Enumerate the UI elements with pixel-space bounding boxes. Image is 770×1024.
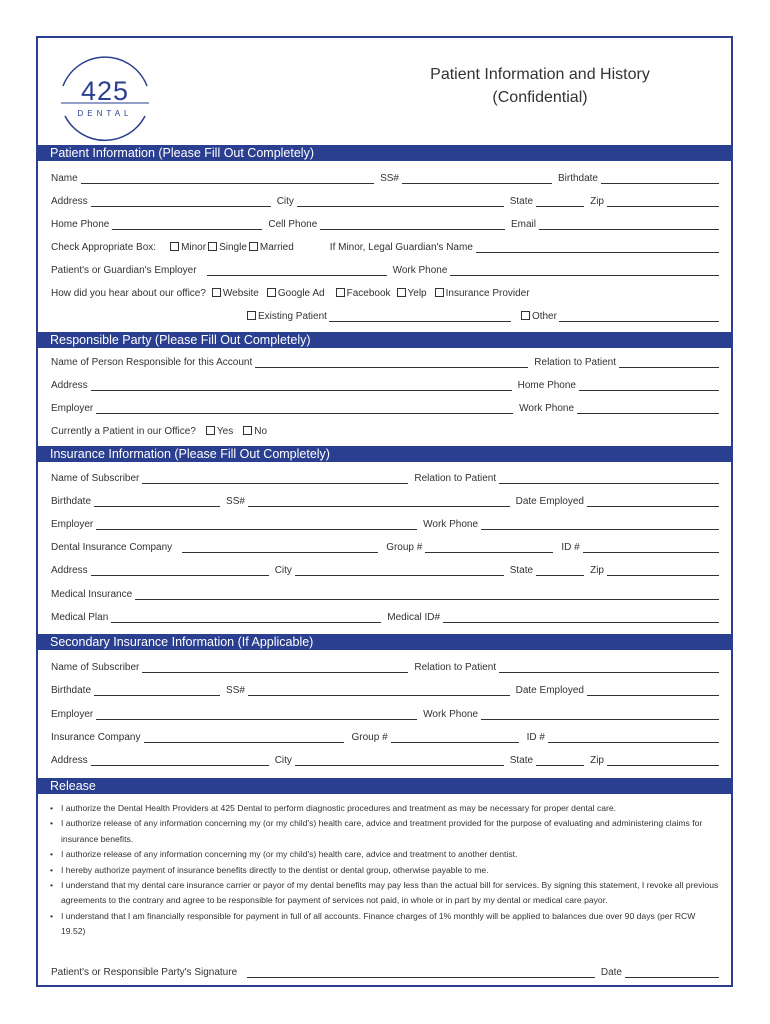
signature-row — [51, 962, 719, 978]
secondary-row-company — [51, 727, 719, 743]
label-date-employed: Date Employed — [515, 496, 584, 507]
email-field[interactable] — [539, 218, 719, 230]
state-field[interactable] — [536, 195, 584, 207]
ss-field[interactable] — [402, 172, 552, 184]
ins-state-field[interactable] — [536, 564, 584, 576]
cell-phone-field[interactable] — [320, 218, 505, 230]
city-field[interactable] — [297, 195, 504, 207]
label-ins-work-phone: Work Phone — [423, 519, 478, 530]
responsible-row-employer — [51, 398, 719, 414]
label-signature: Patient's or Responsible Party's Signature — [51, 967, 238, 978]
label-sec-birthdate: Birthdate — [51, 685, 92, 696]
dental-logo — [55, 46, 155, 146]
label-home-phone: Home Phone — [51, 219, 110, 230]
label-check-box: Check Appropriate Box: — [51, 242, 157, 253]
label-sec-employer: Employer — [51, 709, 94, 720]
patient-row-name — [51, 168, 719, 184]
label-hear: How did you hear about our office? — [51, 288, 206, 299]
label-ins-state: State — [509, 565, 534, 576]
facebook-label: Facebook — [346, 288, 391, 299]
label-sec-work-phone: Work Phone — [423, 709, 478, 720]
other-label: Other — [531, 311, 557, 322]
ins-city-field[interactable] — [295, 564, 504, 576]
label-sec-group: Group # — [351, 732, 388, 743]
release-item: • I hereby authorize payment of insurance benefits directly to the dentist or dental group, otherwise payable to me. — [61, 863, 722, 878]
name-field[interactable] — [81, 172, 374, 184]
responsible-row-address — [51, 375, 719, 391]
google-label: Google Ad — [277, 288, 325, 299]
sec-id-field[interactable] — [548, 731, 719, 743]
sec-zip-field[interactable] — [607, 754, 719, 766]
label-responsible-work-phone: Work Phone — [519, 403, 574, 414]
secondary-row-subscriber — [51, 657, 719, 673]
yes-label: Yes — [216, 426, 234, 437]
ins-birthdate-field[interactable] — [94, 495, 220, 507]
label-dental-company: Dental Insurance Company — [51, 542, 173, 553]
google-checkbox[interactable] — [267, 288, 325, 299]
patient-row-referral — [51, 283, 719, 299]
release-item: • I authorize release of any information concerning my (or my child's) health care, advice and treatment to another dentist. — [61, 847, 722, 862]
release-item: • I authorize release of any information concerning my (or my child's) health care, advice and treatment provided for the purpose of evaluating and administering claims for insurance benefits. — [61, 816, 722, 847]
logo-word: DENTAL — [77, 109, 133, 118]
existing-patient-field[interactable] — [329, 310, 511, 322]
label-ins-address: Address — [51, 565, 88, 576]
label-sec-company: Insurance Company — [51, 732, 141, 743]
label-medical-plan: Medical Plan — [51, 612, 109, 623]
label-sec-id: ID # — [526, 732, 545, 743]
married-checkbox[interactable] — [249, 242, 294, 253]
label-guardian: If Minor, Legal Guardian's Name — [329, 242, 473, 253]
single-label: Single — [219, 242, 247, 253]
date-employed-field[interactable] — [587, 495, 719, 507]
label-responsible-name: Name of Person Responsible for this Account — [51, 357, 253, 368]
label-state: State — [509, 196, 534, 207]
website-label: Website — [222, 288, 259, 299]
label-subscriber: Name of Subscriber — [51, 473, 140, 484]
responsible-address-field[interactable] — [91, 379, 512, 391]
insurance-row-employer — [51, 514, 719, 530]
label-group: Group # — [386, 542, 423, 553]
existing-patient-checkbox[interactable] — [247, 311, 327, 322]
id-field[interactable] — [583, 541, 719, 553]
zip-field[interactable] — [607, 195, 719, 207]
checkbox-icon — [212, 288, 221, 297]
release-item: • I understand that I am financially responsible for payment in full of all accounts. Finance charges of 1% monthly will be applied to balances due over 90 days (per RCW 19.52) — [61, 909, 722, 940]
checkbox-icon — [249, 242, 258, 251]
checkbox-icon — [208, 242, 217, 251]
subscriber-field[interactable] — [142, 472, 408, 484]
sec-employer-field[interactable] — [96, 708, 417, 720]
label-sec-subscriber: Name of Subscriber — [51, 662, 140, 673]
secondary-row-address — [51, 750, 719, 766]
existing-label: Existing Patient — [258, 311, 327, 322]
sec-city-field[interactable] — [295, 754, 504, 766]
patient-row-address — [51, 191, 719, 207]
label-name: Name — [51, 173, 78, 184]
checkbox-icon — [336, 288, 345, 297]
label-sec-city: City — [274, 755, 292, 766]
other-checkbox[interactable] — [521, 311, 557, 322]
yes-checkbox[interactable] — [206, 426, 233, 437]
checkbox-icon — [206, 426, 215, 435]
checkbox-icon — [521, 311, 530, 320]
work-phone-field[interactable] — [450, 264, 719, 276]
label-work-phone: Work Phone — [392, 265, 448, 276]
medical-plan-field[interactable] — [111, 611, 381, 623]
checkbox-icon — [247, 311, 256, 320]
group-field[interactable] — [425, 541, 553, 553]
label-ins-ss: SS# — [226, 496, 245, 507]
website-checkbox[interactable] — [212, 288, 259, 299]
label-address: Address — [51, 196, 88, 207]
label-zip: Zip — [590, 196, 604, 207]
birthdate-field[interactable] — [601, 172, 719, 184]
label-id: ID # — [561, 542, 580, 553]
page-subtitle: (Confidential) — [492, 89, 588, 106]
responsible-name-field[interactable] — [255, 356, 528, 368]
insurance-provider-checkbox[interactable] — [435, 288, 530, 299]
label-sec-zip: Zip — [590, 755, 604, 766]
responsible-employer-field[interactable] — [96, 402, 513, 414]
married-label: Married — [259, 242, 294, 253]
secondary-row-birthdate — [51, 680, 719, 696]
release-item: • I understand that my dental care insurance carrier or payor of my dental benefits may pay less than the actual bill for services. By signing this statement, I revoke all previous agreements to the contrary and agree to be responsible for payment of services not paid, in whole or in part by my dental or medical care payor. — [61, 878, 722, 909]
label-current-patient: Currently a Patient in our Office? — [51, 426, 196, 437]
patient-row-employer — [51, 260, 719, 276]
ins-ss-field[interactable] — [248, 495, 510, 507]
yelp-label: Yelp — [407, 288, 427, 299]
checkbox-icon — [397, 288, 406, 297]
logo-number: 425 — [80, 76, 130, 106]
secondary-row-employer — [51, 704, 719, 720]
release-list — [50, 801, 722, 940]
checkbox-icon — [435, 288, 444, 297]
address-field[interactable] — [91, 195, 271, 207]
facebook-checkbox[interactable] — [336, 288, 391, 299]
insurance-row-address — [51, 560, 719, 576]
date-field[interactable] — [625, 966, 719, 978]
dental-company-field[interactable] — [182, 541, 378, 553]
label-birthdate: Birthdate — [557, 173, 598, 184]
other-field[interactable] — [559, 310, 719, 322]
section-patient-header: Patient Information (Please Fill Out Completely) — [38, 145, 731, 161]
signature-field[interactable] — [247, 966, 595, 978]
label-sec-state: State — [509, 755, 534, 766]
sec-company-field[interactable] — [144, 731, 344, 743]
home-phone-field[interactable] — [112, 218, 262, 230]
no-label: No — [254, 426, 268, 437]
label-sec-address: Address — [51, 755, 88, 766]
guardian-field[interactable] — [476, 241, 719, 253]
insurance-row-subscriber — [51, 468, 719, 484]
release-terms — [50, 801, 722, 940]
label-ins-relation: Relation to Patient — [414, 473, 497, 484]
sec-group-field[interactable] — [391, 731, 519, 743]
minor-checkbox[interactable] — [170, 242, 206, 253]
checkbox-icon — [243, 426, 252, 435]
responsible-row-current — [51, 421, 719, 437]
sec-subscriber-field[interactable] — [142, 661, 408, 673]
insurance-row-medical — [51, 584, 719, 600]
checkbox-icon — [267, 288, 276, 297]
label-responsible-address: Address — [51, 380, 88, 391]
yelp-checkbox[interactable] — [397, 288, 427, 299]
label-sec-date-employed: Date Employed — [515, 685, 584, 696]
page-title: Patient Information and History — [430, 66, 650, 83]
section-responsible-header: Responsible Party (Please Fill Out Completely) — [38, 332, 731, 348]
sec-address-field[interactable] — [91, 754, 269, 766]
label-medical-insurance: Medical Insurance — [51, 589, 133, 600]
patient-row-status — [51, 237, 719, 253]
medical-insurance-field[interactable] — [135, 588, 719, 600]
section-secondary-header: Secondary Insurance Information (If Applicable) — [38, 634, 731, 650]
sec-work-phone-field[interactable] — [481, 708, 719, 720]
responsible-home-phone-field[interactable] — [579, 379, 719, 391]
label-ins-employer: Employer — [51, 519, 94, 530]
section-release-header: Release — [38, 778, 731, 794]
insurance-provider-label: Insurance Provider — [445, 288, 530, 299]
employer-field[interactable] — [207, 264, 387, 276]
label-cell-phone: Cell Phone — [268, 219, 318, 230]
label-responsible-home-phone: Home Phone — [517, 380, 576, 391]
responsible-row-name — [51, 352, 719, 368]
label-ss: SS# — [380, 173, 399, 184]
insurance-row-plan — [51, 607, 719, 623]
checkbox-icon — [170, 242, 179, 251]
label-ins-zip: Zip — [590, 565, 604, 576]
single-checkbox[interactable] — [208, 242, 247, 253]
label-sec-relation: Relation to Patient — [414, 662, 497, 673]
ins-work-phone-field[interactable] — [481, 518, 719, 530]
responsible-work-phone-field[interactable] — [577, 402, 719, 414]
ins-zip-field[interactable] — [607, 564, 719, 576]
insurance-row-birthdate — [51, 491, 719, 507]
label-medical-id: Medical ID# — [387, 612, 441, 623]
sec-state-field[interactable] — [536, 754, 584, 766]
no-checkbox[interactable] — [243, 426, 267, 437]
relation-field[interactable] — [619, 356, 719, 368]
label-responsible-employer: Employer — [51, 403, 94, 414]
medical-id-field[interactable] — [443, 611, 719, 623]
label-email: Email — [510, 219, 536, 230]
label-ins-birthdate: Birthdate — [51, 496, 92, 507]
label-employer: Patient's or Guardian's Employer — [51, 265, 197, 276]
label-city: City — [276, 196, 294, 207]
ins-address-field[interactable] — [91, 564, 269, 576]
label-date: Date — [600, 967, 622, 978]
ins-employer-field[interactable] — [96, 518, 417, 530]
section-insurance-header: Insurance Information (Please Fill Out Completely) — [38, 446, 731, 462]
label-sec-ss: SS# — [226, 685, 245, 696]
ins-relation-field[interactable] — [499, 472, 719, 484]
insurance-row-company — [51, 537, 719, 553]
sec-relation-field[interactable] — [499, 661, 719, 673]
patient-row-phones — [51, 214, 719, 230]
patient-row-existing — [51, 306, 719, 322]
sec-birthdate-field[interactable] — [94, 684, 220, 696]
minor-label: Minor — [181, 242, 207, 253]
sec-ss-field[interactable] — [248, 684, 510, 696]
label-relation: Relation to Patient — [534, 357, 616, 368]
release-item: • I authorize the Dental Health Providers at 425 Dental to perform diagnostic procedures and treatment as may be necessary for proper dental care. — [61, 801, 722, 816]
label-ins-city: City — [274, 565, 292, 576]
sec-date-employed-field[interactable] — [587, 684, 719, 696]
